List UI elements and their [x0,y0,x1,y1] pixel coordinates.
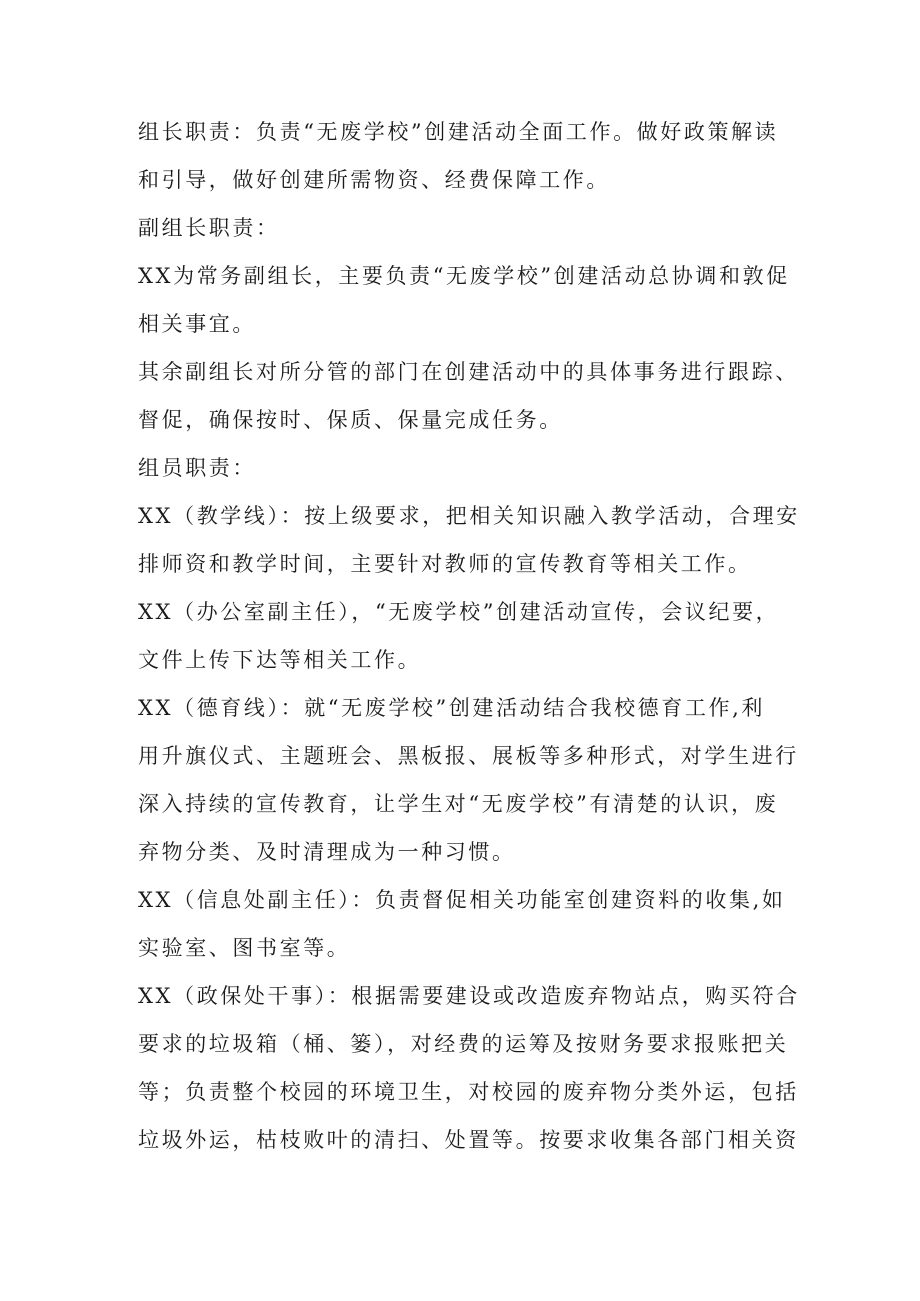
text-line: 弃物分类、及时清理成为一种习惯。 [138,840,516,864]
document-body [138,108,798,1164]
text-line: XX（政保处干事）：根据需要建设或改造废弃物站点，购买符合 [138,984,800,1008]
text-line: 实验室、图书室等。 [138,936,351,960]
text-line: 深入持续的宣传教育，让学生对“无废学校”有清楚的认识，废 [138,792,779,816]
text-line: 垃圾外运，枯枝败叶的清扫、处置等。按要求收集各部门相关资 [138,1128,799,1152]
text-line: 组员职责： [138,456,256,480]
text-line: 用升旗仪式、主题班会、黑板报、展板等多种形式，对学生进行 [138,744,799,768]
text-line: 排师资和教学时间，主要针对教师的宣传教育等相关工作。 [138,552,752,576]
text-line: XX（德育线）：就“无废学校”创建活动结合我校德育工作,利 [138,696,765,720]
text-line: 要求的垃圾箱（桶、篓），对经费的运筹及按财务要求报账把关 [138,1032,789,1056]
text-line: 组长职责：负责“无废学校”创建活动全面工作。做好政策解读 [138,120,779,144]
text-line: 等；负责整个校园的环境卫生，对校园的废弃物分类外运，包括 [138,1080,799,1104]
text-line: 文件上传下达等相关工作。 [138,648,422,672]
text-line: XX（办公室副主任），“无废学校”创建活动宣传，会议纪要， [138,600,780,624]
text-line: 相关事宜。 [138,312,256,336]
text-line: 其余副组长对所分管的部门在创建活动中的具体事务进行跟踪、 [138,360,799,384]
text-line: 督促，确保按时、保质、保量完成任务。 [138,408,563,432]
text-line: 和引导，做好创建所需物资、经费保障工作。 [138,168,610,192]
text-line: 副组长职责： [138,216,280,240]
text-line: XX（信息处副主任）：负责督促相关功能室创建资料的收集,如 [138,888,786,912]
text-line: XX（教学线）：按上级要求，把相关知识融入教学活动，合理安 [138,504,800,528]
text-line: XX为常务副组长，主要负责“无废学校”创建活动总协调和敦促 [138,264,790,288]
